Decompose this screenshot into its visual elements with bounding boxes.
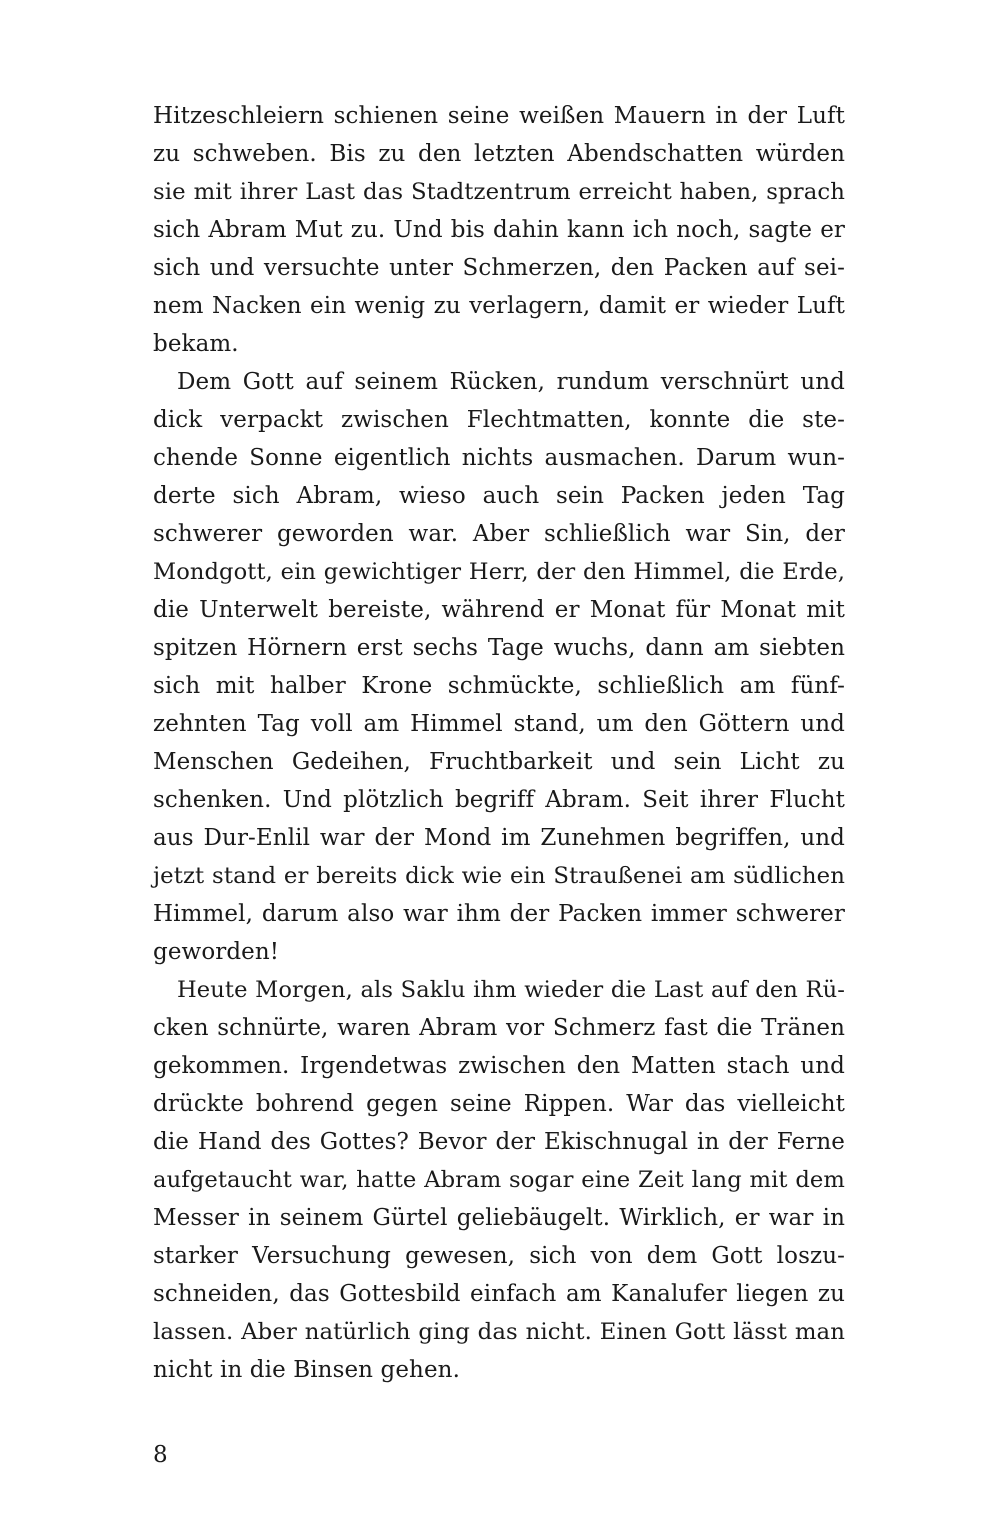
text-line: jetzt stand er bereits dick wie ein Straußenei am südlichen: [153, 863, 845, 889]
text-line: schwerer geworden war. Aber schließlich war Sin, der: [153, 521, 845, 547]
text-line: aus Dur-Enlil war der Mond im Zunehmen begriffen, und: [153, 825, 845, 851]
text-line: sie mit ihrer Last das Stadtzentrum erreicht haben, sprach: [153, 179, 845, 205]
text-line: geworden!: [153, 939, 280, 965]
paragraph: [153, 97, 845, 363]
text-line: nicht in die Binsen gehen.: [153, 1357, 460, 1383]
text-line: cken schnürte, waren Abram vor Schmerz fast die Tränen: [153, 1015, 845, 1041]
text-line: Hitzeschleiern schienen seine weißen Mauern in der Luft: [153, 103, 845, 129]
text-line: aufgetaucht war, hatte Abram sogar eine Zeit lang mit dem: [153, 1167, 845, 1193]
text-line: nem Nacken ein wenig zu verlagern, damit er wieder Luft: [153, 293, 845, 319]
text-line: Mondgott, ein gewichtiger Herr, der den Himmel, die Erde,: [153, 559, 845, 585]
text-line: sich Abram Mut zu. Und bis dahin kann ich noch, sagte er: [153, 217, 845, 243]
text-line: derte sich Abram, wieso auch sein Packen jeden Tag: [153, 483, 845, 509]
text-line: dick verpackt zwischen Flechtmatten, konnte die ste-: [153, 407, 845, 433]
text-line: sich und versuchte unter Schmerzen, den Packen auf sei-: [153, 255, 845, 281]
text-line: Menschen Gedeihen, Fruchtbarkeit und sein Licht zu: [153, 749, 845, 775]
paragraph: [153, 363, 845, 971]
text-line: Messer in seinem Gürtel geliebäugelt. Wirklich, er war in: [153, 1205, 845, 1231]
text-line: schenken. Und plötzlich begriff Abram. Seit ihrer Flucht: [153, 787, 845, 813]
text-line: chende Sonne eigentlich nichts ausmachen. Darum wun-: [153, 445, 845, 471]
text-line: zehnten Tag voll am Himmel stand, um den Göttern und: [153, 711, 845, 737]
text-line: zu schweben. Bis zu den letzten Abendschatten würden: [153, 141, 845, 167]
text-line: Dem Gott auf seinem Rücken, rundum verschnürt und: [177, 369, 845, 395]
text-line: die Hand des Gottes? Bevor der Ekischnugal in der Ferne: [153, 1129, 845, 1155]
text-line: Himmel, darum also war ihm der Packen immer schwerer: [153, 901, 845, 927]
text-line: lassen. Aber natürlich ging das nicht. Einen Gott lässt man: [153, 1319, 845, 1345]
body-text: [153, 97, 845, 1389]
text-line: die Unterwelt bereiste, während er Monat für Monat mit: [153, 597, 845, 623]
text-line: gekommen. Irgendetwas zwischen den Matten stach und: [153, 1053, 845, 1079]
text-line: drückte bohrend gegen seine Rippen. War das vielleicht: [153, 1091, 845, 1117]
text-line: spitzen Hörnern erst sechs Tage wuchs, dann am siebten: [153, 635, 845, 661]
text-line: schneiden, das Gottesbild einfach am Kanalufer liegen zu: [153, 1281, 845, 1307]
text-line: bekam.: [153, 331, 239, 357]
text-line: sich mit halber Krone schmückte, schließlich am fünf-: [153, 673, 845, 699]
page-number: 8: [153, 1442, 168, 1468]
paragraph: [153, 971, 845, 1389]
text-line: Heute Morgen, als Saklu ihm wieder die Last auf den Rü-: [177, 977, 845, 1003]
text-line: starker Versuchung gewesen, sich von dem Gott loszu-: [153, 1243, 845, 1269]
